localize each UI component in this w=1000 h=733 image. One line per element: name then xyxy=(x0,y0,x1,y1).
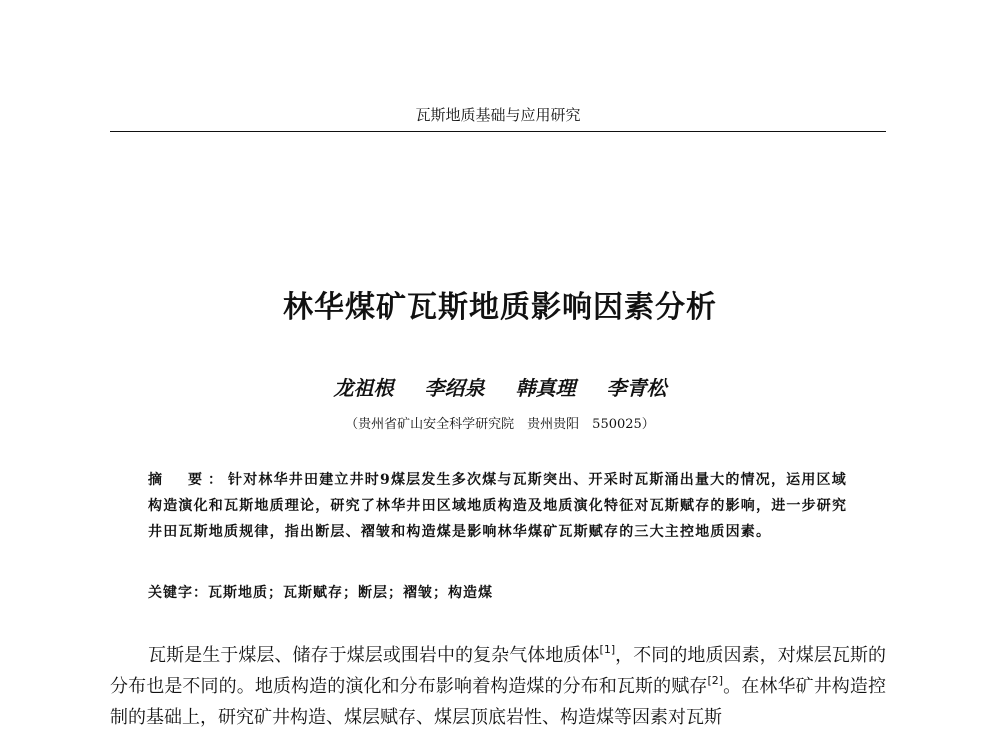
citation-ref[interactable]: [2] xyxy=(707,674,724,687)
keywords xyxy=(148,582,854,602)
header-rule xyxy=(110,131,886,132)
author-name: 龙祖根 xyxy=(333,376,394,400)
citation-ref[interactable]: [1] xyxy=(599,643,616,656)
body-segment: ，不同的地质因素，对煤层瓦斯的分布也是不同的。地质构造的演化和分布影响着构造煤的分布和瓦斯的赋存 xyxy=(110,645,887,697)
author-name: 李青松 xyxy=(606,376,667,400)
body-segment: 。在林华矿井构造控制的基础上，研究矿井构造、煤层赋存、煤层顶底岩性、构造煤等因素对瓦斯 xyxy=(110,676,887,728)
author-list xyxy=(0,372,1000,401)
abstract-label: 摘 要： xyxy=(148,472,228,488)
author-name: 韩真理 xyxy=(515,376,576,400)
paper-title: 林华煤矿瓦斯地质影响因素分析 xyxy=(283,290,717,325)
keywords-text: 瓦斯地质；瓦斯赋存；断层；褶皱；构造煤 xyxy=(208,585,493,601)
abstract-text: 针对林华井田建立井时9煤层发生多次煤与瓦斯突出、开采时瓦斯涌出量大的情况，运用区域构造演化和瓦斯地质理论，研究了林华井田区域地质构造及地质演化特征对瓦斯赋存的影响，进一步研究井田瓦斯地质规律，指出断层、褶皱和构造煤是影响林华煤矿瓦斯赋存的三大主控地质因素。 xyxy=(148,472,848,540)
abstract xyxy=(148,467,854,545)
author-name: 李绍泉 xyxy=(424,376,485,400)
affiliation: （贵州省矿山安全科学研究院 贵州贵阳 550025） xyxy=(345,417,655,432)
keywords-label: 关键字： xyxy=(148,585,208,601)
body-paragraph xyxy=(110,640,886,733)
running-header: 瓦斯地质基础与应用研究 xyxy=(415,106,581,124)
body-segment: 瓦斯是生于煤层、储存于煤层或围岩中的复杂气体地质体 xyxy=(148,645,600,666)
